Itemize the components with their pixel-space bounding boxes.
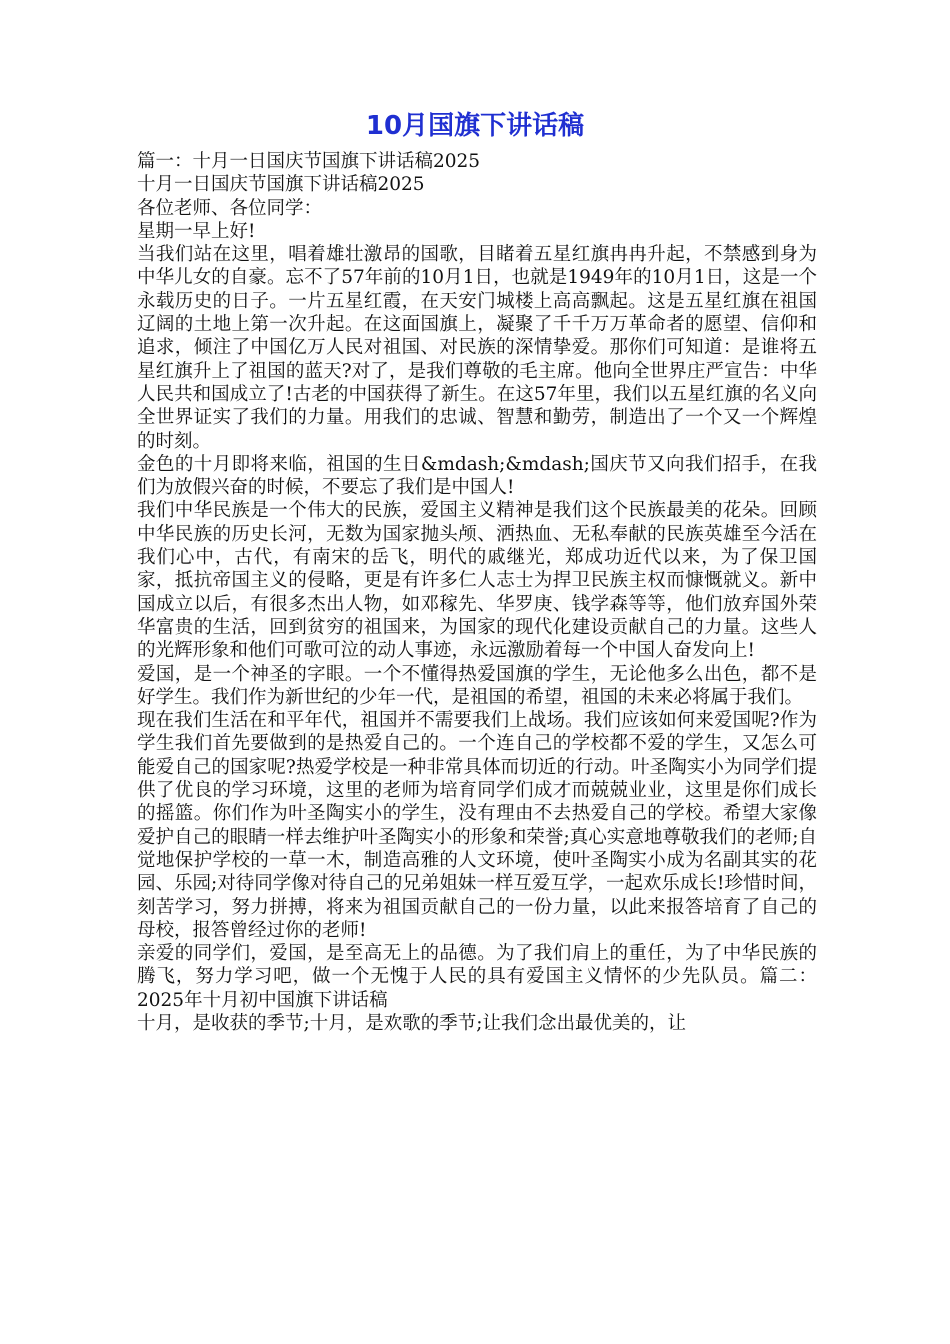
document-body	[137, 150, 817, 1035]
paragraph: 当我们站在这里，唱着雄壮激昂的国歌，目睹着五星红旗冉冉升起，不禁感到身为中华儿女的自豪。忘不了57年前的10月1日，也就是1949年的10月1日，这是一个永载历史的日子。一片五星红霞，在天安门城楼上高高飘起。这是五星红旗在祖国辽阔的土地上第一次升起。在这面国旗上，凝聚了千千万万革命者的愿望、信仰和追求，倾注了中国亿万人民对祖国、对民族的深情挚爱。那你们可知道：是谁将五星红旗升上了祖国的蓝天?对了，是我们尊敬的毛主席。他向全世界庄严宣告：中华人民共和国成立了!古老的中国获得了新生。在这57年里，我们以五星红旗的名义向全世界证实了我们的力量。用我们的忠诚、智慧和勤劳，制造出了一个又一个辉煌的时刻。	[137, 244, 817, 452]
speech-title: 十月一日国庆节国旗下讲话稿2025	[137, 174, 425, 196]
paragraph: 爱国，是一个神圣的字眼。一个不懂得热爱国旗的学生，无论他多么出色，都不是好学生。我们作为新世纪的少年一代，是祖国的希望，祖国的未来必将属于我们。	[137, 663, 817, 708]
paragraph: 亲爱的同学们，爱国，是至高无上的品德。为了我们肩上的重任，为了中华民族的腾飞，努力学习吧，做一个无愧于人民的具有爱国主义情怀的少先队员。篇二：2025年十月初中国旗下讲话稿	[137, 943, 817, 1011]
greeting: 星期一早上好!	[137, 220, 256, 242]
salutation: 各位老师、各位同学：	[137, 197, 323, 219]
paragraph: 十月，是收获的季节;十月，是欢歌的季节;让我们念出最优美的，让	[137, 1012, 686, 1034]
paragraph: 金色的十月即将来临，祖国的生日&mdash;&mdash;国庆节又向我们招手，在我们为放假兴奋的时候，不要忘了我们是中国人!	[137, 453, 817, 499]
document-title: 10月国旗下讲话稿	[365, 111, 585, 141]
section-heading: 篇一：十月一日国庆节国旗下讲话稿2025	[137, 151, 481, 172]
paragraph: 我们中华民族是一个伟大的民族，爱国主义精神是我们这个民族最美的花朵。回顾中华民族的历史长河，无数为国家抛头颅、洒热血、无私奉献的民族英雄至今活在我们心中，古代，有南宋的岳飞，明代的戚继光，郑成功近代以来，为了保卫国家，抵抗帝国主义的侵略，更是有许多仁人志士为捍卫民族主权而慷慨就义。新中国成立以后，有很多杰出人物，如邓稼先、华罗庚、钱学森等等，他们放弃国外荣华富贵的生活，回到贫穷的祖国来，为国家的现代化建设贡献自己的力量。这些人的光辉形象和他们可歌可泣的动人事迹，永远激励着每一个中国人奋发向上!	[137, 500, 817, 662]
paragraph: 现在我们生活在和平年代，祖国并不需要我们上战场。我们应该如何来爱国呢?作为学生我们首先要做到的是热爱自己的。一个连自己的学校都不爱的学生，又怎么可能爱自己的国家呢?热爱学校是一种非常具体而切近的行动。叶圣陶实小为同学们提供了优良的学习环境，这里的老师为培育同学们成才而兢兢业业，这里是你们成长的摇篮。你们作为叶圣陶实小的学生，没有理由不去热爱自己的学校。希望大家像爱护自己的眼睛一样去维护叶圣陶实小的形象和荣誉;真心实意地尊敬我们的老师;自觉地保护学校的一草一木，制造高雅的人文环境，使叶圣陶实小成为名副其实的花园、乐园;对待同学像对待自己的兄弟姐妹一样互爱互学，一起欢乐成长!珍惜时间，刻苦学习，努力拼搏，将来为祖国贡献自己的一份力量，以此来报答培育了自己的母校，报答曾经过你的老师!	[137, 710, 817, 941]
